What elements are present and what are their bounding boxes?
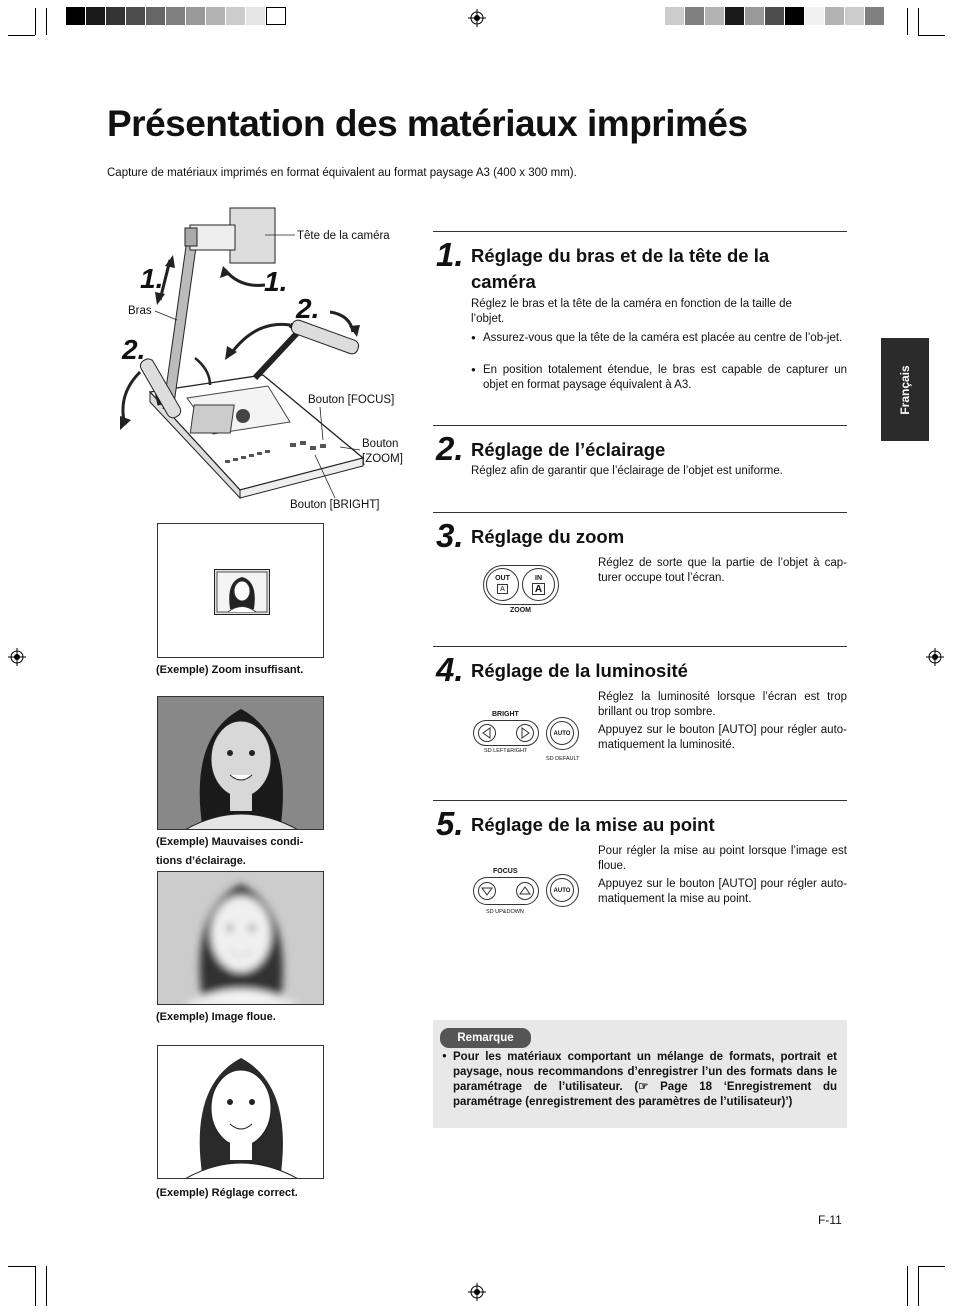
crop-mark xyxy=(46,8,47,35)
registration-mark-icon xyxy=(468,1283,486,1301)
focus-panel-label: FOCUS xyxy=(493,868,518,875)
focus-sub: SD UP&DOWN xyxy=(486,909,524,915)
up-down-arrows-icon xyxy=(477,881,535,901)
language-tab xyxy=(881,338,929,441)
zoom-panel-label: ZOOM xyxy=(510,607,531,614)
registration-mark-icon xyxy=(8,648,26,666)
bullet-item: ● Assurez-vous que la tête de la caméra est placée au centre de l’ob-jet. xyxy=(471,331,847,346)
face-correct-icon xyxy=(158,1046,324,1179)
step-number: 4. xyxy=(436,651,464,688)
step-text: Réglez afin de garantir que l’éclairage de l’objet est uniforme. xyxy=(471,465,783,477)
step-text: Réglez de sorte que la partie de l’objet à cap-turer occupe tout l’écran. xyxy=(598,557,847,584)
divider xyxy=(433,425,847,426)
face-thumbnail-icon xyxy=(214,569,270,615)
example-correct-photo xyxy=(157,1045,324,1179)
crop-mark xyxy=(35,8,36,35)
divider xyxy=(433,800,847,801)
caption-lighting-line2: tions d’éclairage. xyxy=(156,855,246,867)
example-lighting-photo xyxy=(157,696,324,830)
remarque-badge: Remarque xyxy=(440,1028,531,1048)
bright-auto-label: AUTO xyxy=(550,721,574,745)
divider xyxy=(433,646,847,647)
focus-panel xyxy=(473,877,539,905)
crop-mark xyxy=(35,1266,36,1306)
label-camera-head: Tête de la caméra xyxy=(297,230,390,242)
color-bar-left xyxy=(66,7,286,25)
remarque-text: Pour les matériaux comportant un mélange de formats, portrait et paysage, nous recommandons d’enregistrer l’un des formats dans le paramétrage de l’utilisateur. (☞ Page 18 ‘Enregistrement du paramétrage (enregistrement des paramètres de l’utilisateur)’) xyxy=(453,1051,837,1108)
zoom-out-sub: A xyxy=(497,584,508,594)
caption-blur: (Exemple) Image floue. xyxy=(156,1011,276,1023)
crop-mark xyxy=(918,1266,919,1306)
language-tab-label: Français xyxy=(898,364,912,415)
caption-zoom: (Exemple) Zoom insuffisant. xyxy=(156,664,304,676)
bright-panel-label: BRIGHT xyxy=(492,711,519,718)
intro-text: Capture de matériaux imprimés en format équivalent au format paysage A3 (400 x 300 mm). xyxy=(107,167,577,179)
step-title: Réglage de la mise au point xyxy=(471,814,715,835)
left-right-arrows-icon xyxy=(477,723,535,743)
color-bar-right xyxy=(665,7,885,25)
step-number: 3. xyxy=(436,517,464,554)
focus-auto-button xyxy=(546,874,579,907)
bright-auto-button xyxy=(546,717,579,750)
divider xyxy=(433,231,847,232)
step-number: 5. xyxy=(436,805,464,842)
bullet-icon: ● xyxy=(442,1051,447,1060)
zoom-out-button xyxy=(486,568,519,601)
label-focus-button: Bouton [FOCUS] xyxy=(308,394,395,406)
caption-correct: (Exemple) Réglage correct. xyxy=(156,1187,298,1199)
example-blur-photo xyxy=(157,871,324,1005)
step-text: Réglez la luminosité lorsque l’écran est trop brillant ou trop sombre. xyxy=(598,691,847,718)
label-bright-button: Bouton [BRIGHT] xyxy=(290,499,380,511)
bright-sub-right: SD DEFAULT xyxy=(546,756,580,762)
bullet-item: ● En position totalement étendue, le bras est capable de capturer un objet en format paysage équivalent à A3. xyxy=(471,363,847,392)
step-title: Réglage de l’éclairage xyxy=(471,439,666,460)
zoom-in-button xyxy=(522,568,555,601)
zoom-out-label: OUT xyxy=(495,575,510,582)
callout-2-left: 2. xyxy=(122,334,146,365)
crop-mark xyxy=(907,1266,908,1306)
crop-mark xyxy=(8,35,35,36)
crop-mark xyxy=(907,8,908,35)
bright-panel xyxy=(473,720,539,746)
face-dark-icon xyxy=(158,697,324,830)
focus-auto-label: AUTO xyxy=(550,878,574,902)
step-title: Réglage de la luminosité xyxy=(471,660,688,681)
step-title: Réglage du bras et de la tête de la caméra xyxy=(471,245,770,292)
page-title: Présentation des matériaux imprimés xyxy=(107,103,748,144)
remarque-box xyxy=(433,1020,847,1128)
callout-1-right: 1. xyxy=(264,266,288,297)
step-text: Réglez le bras et la tête de la caméra en fonction de la taille de l’objet. xyxy=(471,298,792,325)
page-number: F-11 xyxy=(818,1213,842,1227)
step-number: 1. xyxy=(436,236,464,273)
label-zoom-button-line1: Bouton xyxy=(362,438,399,450)
step-text-2: Appuyez sur le bouton [AUTO] pour régler auto-matiquement la mise au point. xyxy=(598,878,847,905)
crop-mark xyxy=(46,1266,47,1306)
crop-mark xyxy=(918,1266,945,1267)
divider xyxy=(433,512,847,513)
registration-mark-icon xyxy=(926,648,944,666)
label-zoom-button-line2: [ZOOM] xyxy=(362,453,403,465)
callout-1-left: 1. xyxy=(140,263,164,294)
face-blurred-icon xyxy=(158,872,324,1005)
label-arm: Bras xyxy=(128,305,152,317)
zoom-panel xyxy=(483,565,559,605)
zoom-in-label: IN xyxy=(535,575,542,582)
example-zoom-photo xyxy=(157,523,324,658)
callout-2-right: 2. xyxy=(296,293,320,324)
crop-mark xyxy=(918,8,919,35)
step-number: 2. xyxy=(436,430,464,467)
crop-mark xyxy=(918,35,945,36)
bright-sub-left: SD LEFT&RIGHT xyxy=(484,748,528,754)
zoom-in-sub: A xyxy=(532,583,545,595)
step-title: Réglage du zoom xyxy=(471,526,625,547)
registration-mark-icon xyxy=(468,9,486,27)
crop-mark xyxy=(8,1266,35,1267)
step-text: Pour régler la mise au point lorsque l’image est floue. xyxy=(598,845,847,872)
caption-lighting-line1: (Exemple) Mauvaises condi- xyxy=(156,836,304,848)
step-text-2: Appuyez sur le bouton [AUTO] pour régler auto-matiquement la luminosité. xyxy=(598,724,847,751)
